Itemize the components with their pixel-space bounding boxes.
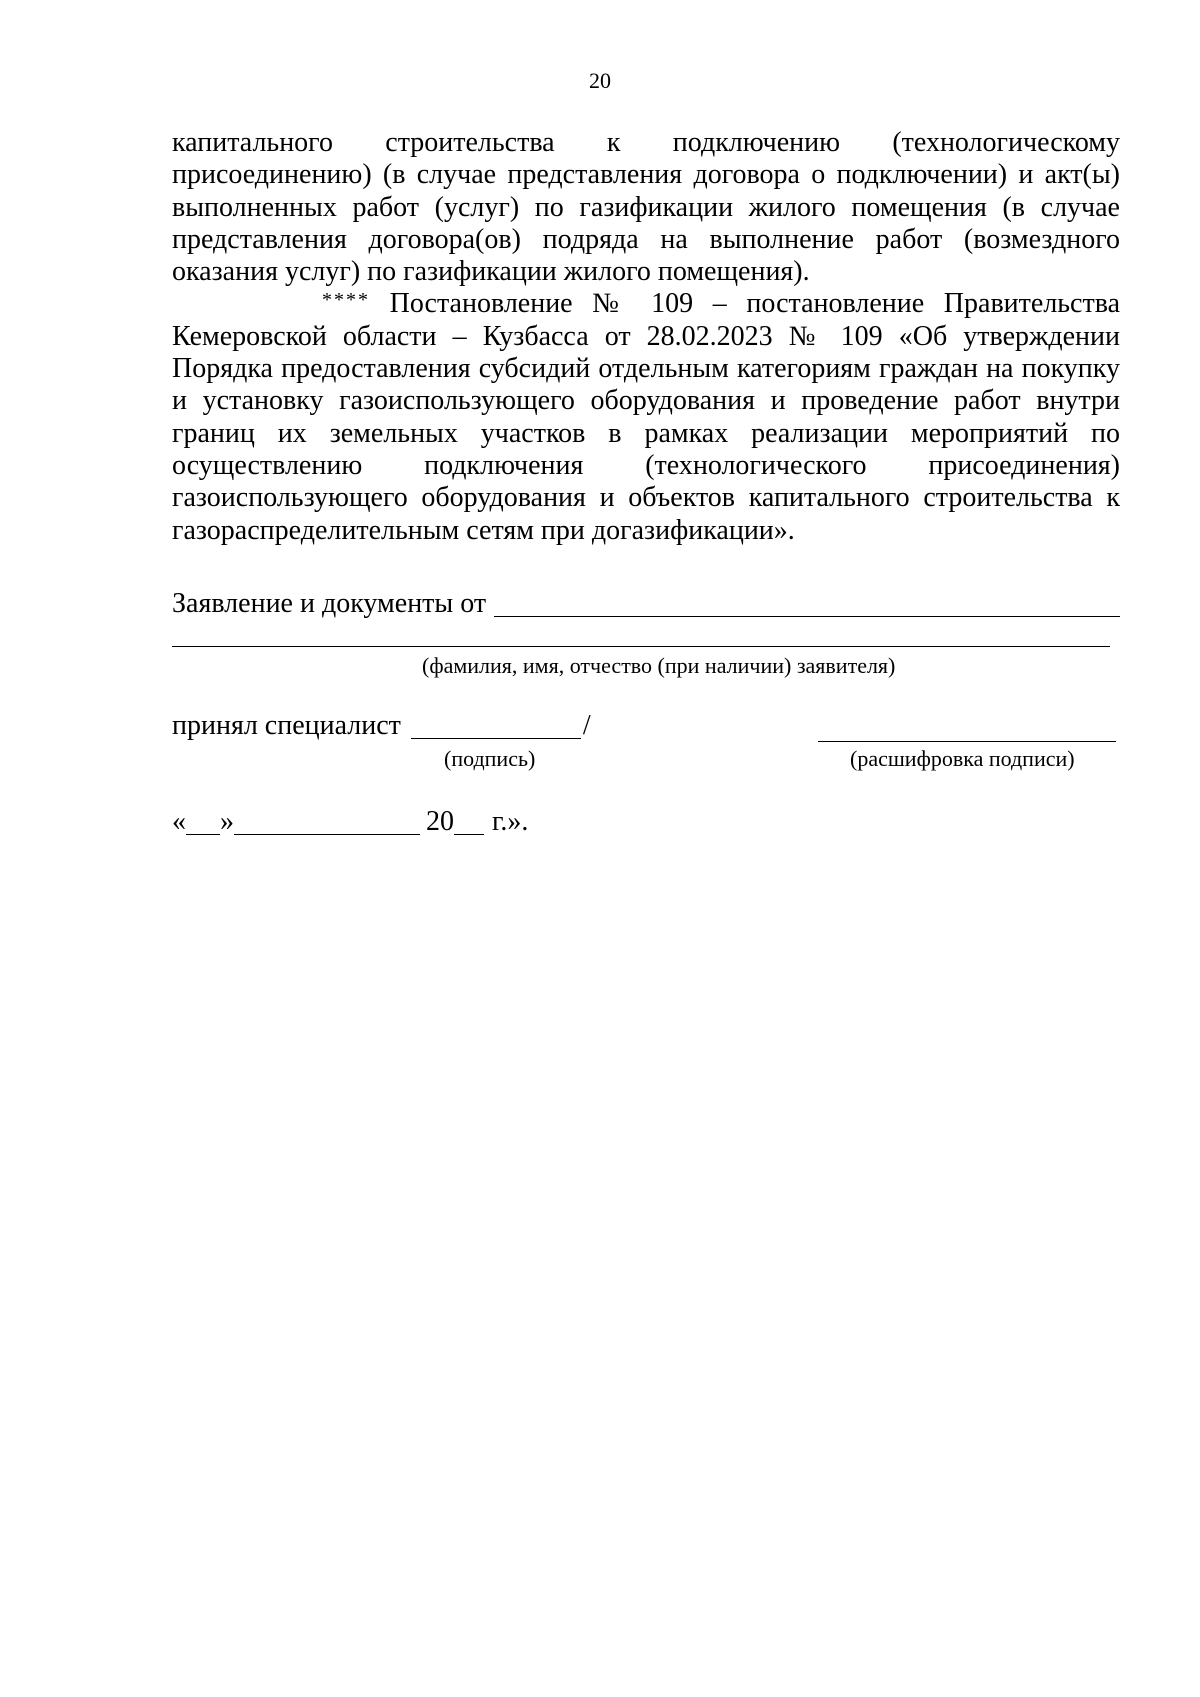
signature-decoding-field[interactable] xyxy=(818,741,1116,742)
decoding-caption: (расшифровка подписи) xyxy=(850,746,1075,771)
applicant-row xyxy=(172,586,1120,620)
applicant-label: Заявление и документы от xyxy=(172,588,487,619)
signature-slash: / xyxy=(582,710,591,741)
page-number: 20 xyxy=(589,68,611,93)
date-year-field[interactable] xyxy=(454,808,484,835)
continued-paragraph: капитального строительства к подключению (технологическому присоединению) (в случае представления договора о подключении) и акт(ы) выполненных работ (услуг) по газификации жилого помещения (в случае представления договора(ов) подряда на выполнение работ (возмездного оказания услуг) по газификации жилого помещения). xyxy=(172,127,1120,288)
applicant-caption: (фамилия, имя, отчество (при наличии) заявителя) xyxy=(422,653,896,678)
signature-field[interactable] xyxy=(411,712,581,739)
footnote-paragraph xyxy=(172,288,1120,546)
date-close-quote: » xyxy=(220,806,234,837)
document-body xyxy=(172,127,1120,547)
date-day-field[interactable] xyxy=(186,808,220,835)
footnote-marker: **** xyxy=(322,289,370,312)
applicant-name-field-continuation[interactable] xyxy=(172,646,1110,647)
specialist-row xyxy=(172,710,591,742)
footnote-text: Постановление № 109 – постановление Правительства Кемеровской области – Кузбасса от 28.02.2023 № 109 «Об утверждении Порядка предоставления субсидий отдельным категориям граждан на покупку и установку газоиспользующего оборудования и проведение работ внутри границ их земельных участков в рамках реализации мероприятий по осуществлению подключения (технологического присоединения) газоиспользующего оборудования и объектов капитального строительства к газораспределительным сетям при догазификации». xyxy=(172,288,1120,546)
applicant-name-field[interactable] xyxy=(494,590,1120,617)
date-year-suffix: г.». xyxy=(492,806,529,837)
signature-caption: (подпись) xyxy=(444,746,536,771)
date-open-quote: « xyxy=(172,806,186,837)
date-row xyxy=(172,806,528,838)
date-year-prefix: 20 xyxy=(426,806,454,837)
specialist-label: принял специалист xyxy=(172,710,401,741)
date-month-field[interactable] xyxy=(234,808,420,835)
